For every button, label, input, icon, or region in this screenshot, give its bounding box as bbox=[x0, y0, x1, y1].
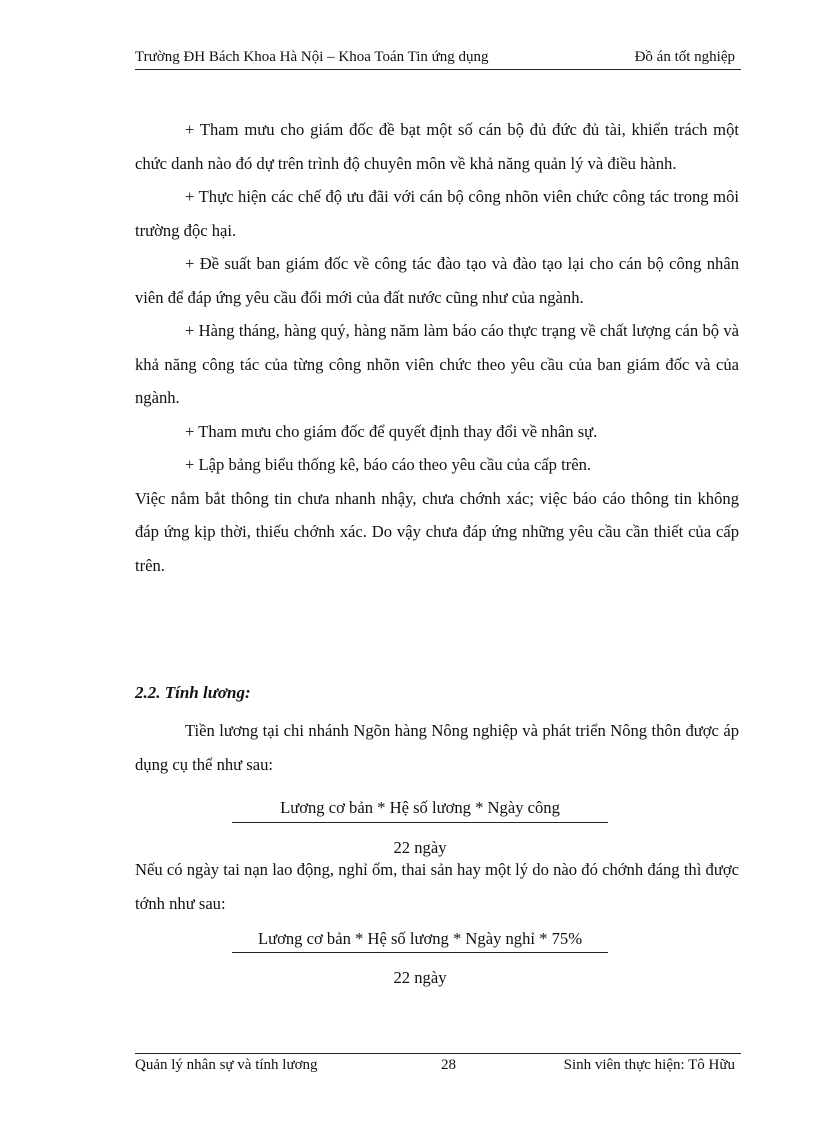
paragraph: + Hàng tháng, hàng quý, hàng năm làm báo cáo thực trạng về chất lượng cán bộ và khả năng công tác của từng công nhõn viên chức theo yêu cầu của ban giám đốc và của ngành. bbox=[135, 321, 739, 407]
header-right: Đồ án tốt nghiệp bbox=[634, 49, 735, 65]
paragraph: + Tham mưu cho giám đốc đề bạt một số cán bộ đủ đức đủ tài, khiển trách một chức danh nào đó dự trên trình độ chuyên môn về khả năng quản lý và điều hành. bbox=[135, 120, 739, 173]
footer-left: Quản lý nhân sự và tính lương bbox=[135, 1057, 318, 1073]
formula2-numerator: Lương cơ bản * Hệ số lương * Ngày nghỉ * 75% bbox=[257, 929, 583, 948]
closing-paragraph: Việc nắm bắt thông tin chưa nhanh nhậy, chưa chớnh xác; việc báo cáo thông tin không đáp ứng kịp thời, thiếu chớnh xác. Do vậy chưa đáp ứng những yêu cầu cần thiết của cấp trên. bbox=[135, 488, 739, 575]
footer-right: Sinh viên thực hiện: Tô Hữu bbox=[563, 1057, 735, 1073]
header-left: Trường ĐH Bách Khoa Hà Nội – Khoa Toán Tin ứng dụng bbox=[135, 49, 489, 65]
between-block bbox=[135, 853, 739, 920]
page-header bbox=[135, 49, 741, 70]
section-intro-block bbox=[135, 714, 739, 781]
formula2-fraction-line bbox=[232, 952, 608, 953]
formula2-denominator: 22 ngày bbox=[393, 968, 447, 987]
between-paragraph: Nếu có ngày tai nạn lao động, nghỉ ốm, thai sản hay một lý do nào đó chớnh đáng thì được tớnh như sau: bbox=[135, 860, 739, 913]
page-number: 28 bbox=[441, 1057, 456, 1073]
section-heading: 2.2. Tính lương: bbox=[135, 683, 251, 702]
page-footer bbox=[135, 1053, 741, 1079]
section-intro: Tiền lương tại chi nhánh Ngõn hàng Nông nghiệp và phát triển Nông thôn được áp dụng cụ thể như sau: bbox=[135, 721, 739, 774]
formula1-numerator: Lương cơ bản * Hệ số lương * Ngày công bbox=[280, 798, 560, 817]
paragraph: + Thực hiện các chế độ ưu đãi với cán bộ công nhõn viên chức công tác trong môi trường độc hại. bbox=[135, 187, 739, 240]
body-text bbox=[135, 113, 739, 582]
paragraph: + Lập bảng biểu thống kê, báo cáo theo yêu cầu của cấp trên. bbox=[185, 455, 592, 474]
paragraph: + Tham mưu cho giám đốc để quyết định thay đổi về nhân sự. bbox=[185, 421, 598, 441]
formula1-denominator: 22 ngày bbox=[393, 838, 447, 857]
paragraph: + Đề suất ban giám đốc về công tác đào tạo và đào tạo lại cho cán bộ công nhân viên để đáp ứng yêu cầu đổi mới của đất nước cũng như của ngành. bbox=[135, 254, 739, 307]
formula1-fraction-line bbox=[232, 822, 608, 823]
